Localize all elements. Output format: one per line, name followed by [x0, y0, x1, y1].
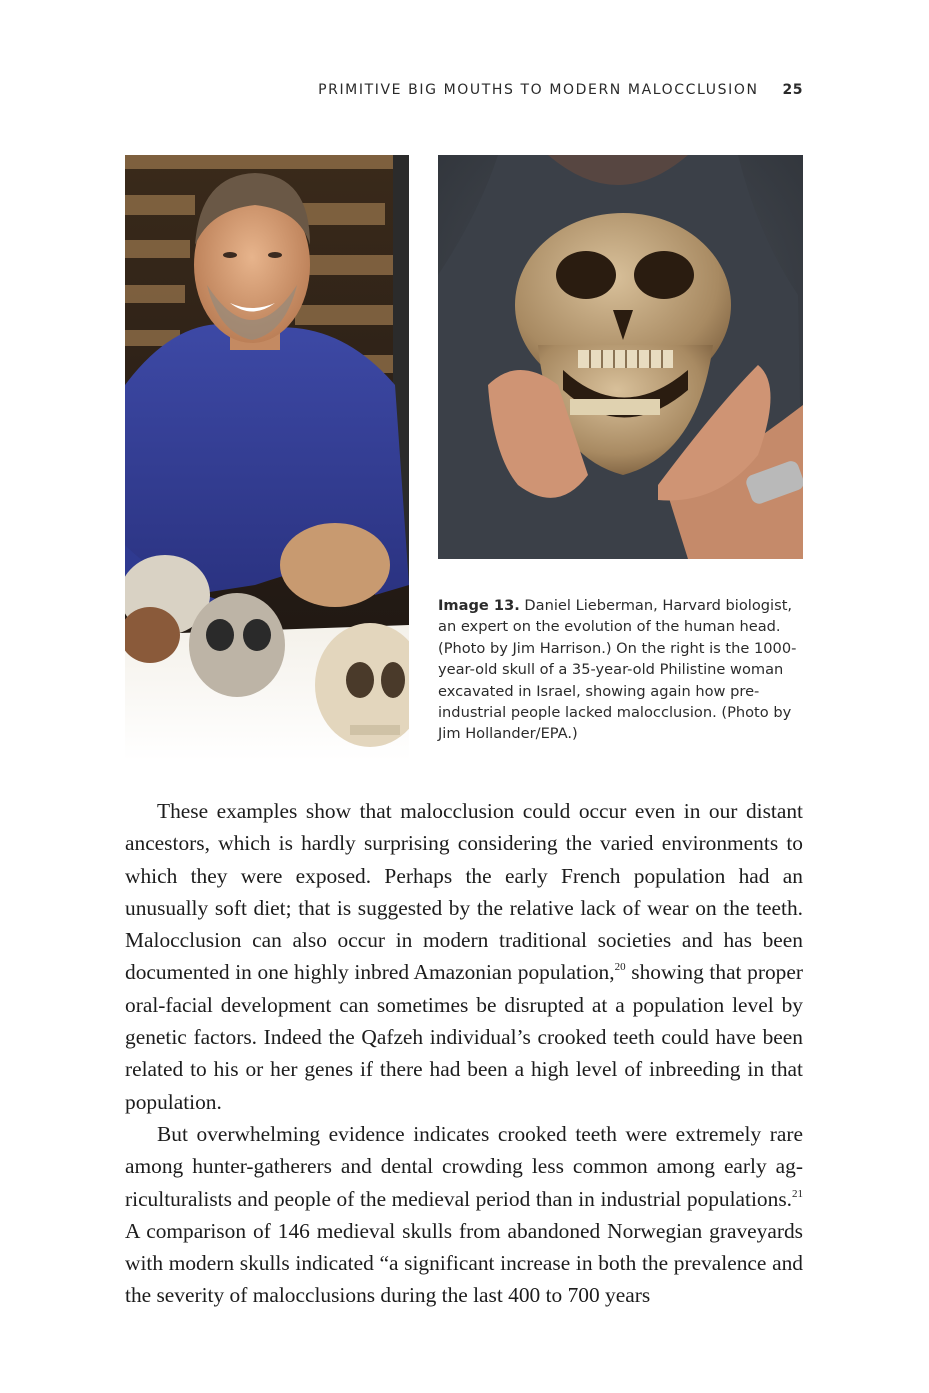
figure-caption — [438, 595, 798, 745]
figure-label: Image 13. — [438, 597, 520, 614]
endnote-ref-20[interactable]: 20 — [614, 961, 626, 974]
endnote-ref-21[interactable]: 21 — [792, 1187, 803, 1200]
paragraph-1-text-b: showing that proper oral-facial development can sometimes be disrupted at a population level by genetic factors. Indeed the Qafzeh individual’s crooked teeth could have been related to his or her genes if there had been a high level of inbreeding in that population. — [125, 960, 803, 1114]
paragraph-2 — [125, 1118, 803, 1312]
running-title: PRIMITIVE BIG MOUTHS TO MODERN MALOCCLUSION — [318, 82, 759, 98]
paragraph-1 — [125, 795, 803, 1118]
paragraph-1-text-a: These examples show that malocclusion could occur even in our distant ancestors, which is hardly surprising considering the varied environments to which they were exposed. Perhaps the early French population had an unusually soft diet; that is suggested by the relative lack of wear on the teeth. Malocclusion can also occur in modern traditional societies and has been documented in one highly inbred Amazonian population, — [125, 799, 803, 985]
running-head — [120, 82, 803, 98]
photo-lieberman — [125, 155, 409, 761]
photo-philistine-skull — [438, 155, 803, 559]
paragraph-2-text-a: But overwhelming evidence indicates crooked teeth were extremely rare among hunter-gatherers and dental crowding less common among early agriculturalists and people of the medieval period than in industrial populations. — [125, 1121, 803, 1211]
body-text — [125, 795, 803, 1312]
page-number: 25 — [782, 82, 803, 98]
paragraph-2-text-b: A comparison of 146 medieval skulls from abandoned Norwegian graveyards with modern skulls indicated “a significant increase in both the prevalence and the severity of malocclusions during the last 400 to 700 years — [125, 1218, 803, 1308]
figure-caption-text: Daniel Lieberman, Harvard biologist, an expert on the evolution of the human head. (Photo by Jim Harrison.) On the right is the 1000-year-old skull of a 35-year-old Philistine woman excavated in Israel, showing again how pre-industrial people lacked malocclusion. (Photo by Jim Hollander/EPA.) — [438, 597, 797, 743]
